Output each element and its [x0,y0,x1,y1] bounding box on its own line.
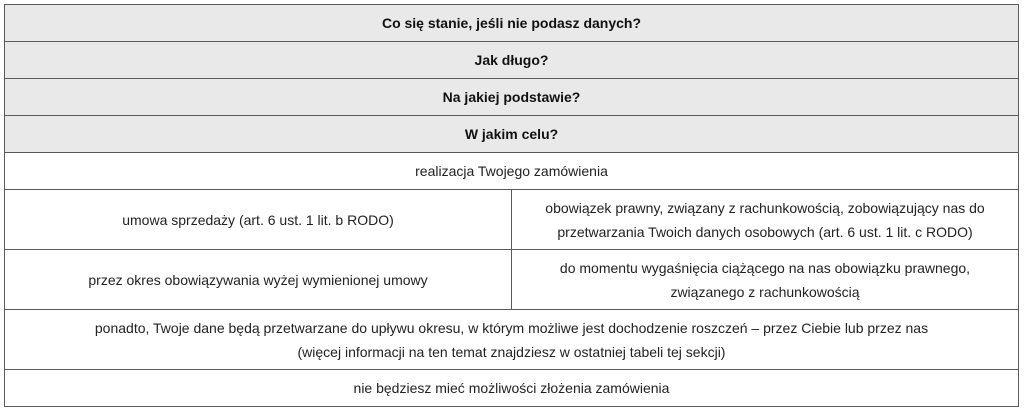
duration-claims-line1: ponadto, Twoje dane będą przetwarzane do upływu okresu, w którym możliwe jest dochodzenie roszczeń – przez Ciebie lub przez nas [94,319,929,336]
basis-row [5,190,1019,250]
header-row-basis [5,79,1019,116]
purpose-cell: realizacja Twojego zamówienia [5,153,1019,190]
data-processing-table [4,4,1019,407]
consequence-row [5,370,1019,407]
header-consequence: Co się stanie, jeśli nie podasz danych? [5,5,1019,42]
header-row-purpose [5,116,1019,153]
basis-legal-cell [512,190,1019,250]
purpose-row [5,153,1019,190]
duration-row [5,250,1019,310]
header-duration: Jak długo? [5,42,1019,79]
header-row-duration [5,42,1019,79]
duration-claims-line2: (więcej informacji na ten temat znajdziesz w ostatniej tabeli tej sekcji) [297,343,726,360]
duration-legal-line1: do momentu wygaśnięcia ciążącego na nas obowiązku prawnego, [559,259,971,276]
header-purpose: W jakim celu? [5,116,1019,153]
header-row-consequence [5,5,1019,42]
header-basis: Na jakiej podstawie? [5,79,1019,116]
duration-legal-cell [512,250,1019,310]
basis-legal-line1: obowiązek prawny, związany z rachunkowością, zobowiązujący nas do [545,199,985,216]
duration-claims-cell [5,310,1019,370]
duration-contract-cell: przez okres obowiązywania wyżej wymienionej umowy [5,250,512,310]
basis-legal-line2: przetwarzania Twoich danych osobowych (art. 6 ust. 1 lit. c RODO) [557,223,973,240]
duration-claims-row [5,310,1019,370]
consequence-cell: nie będziesz mieć możliwości złożenia zamówienia [5,370,1019,407]
basis-contract-cell: umowa sprzedaży (art. 6 ust. 1 lit. b RODO) [5,190,512,250]
duration-legal-line2: związanego z rachunkowością [670,283,860,300]
